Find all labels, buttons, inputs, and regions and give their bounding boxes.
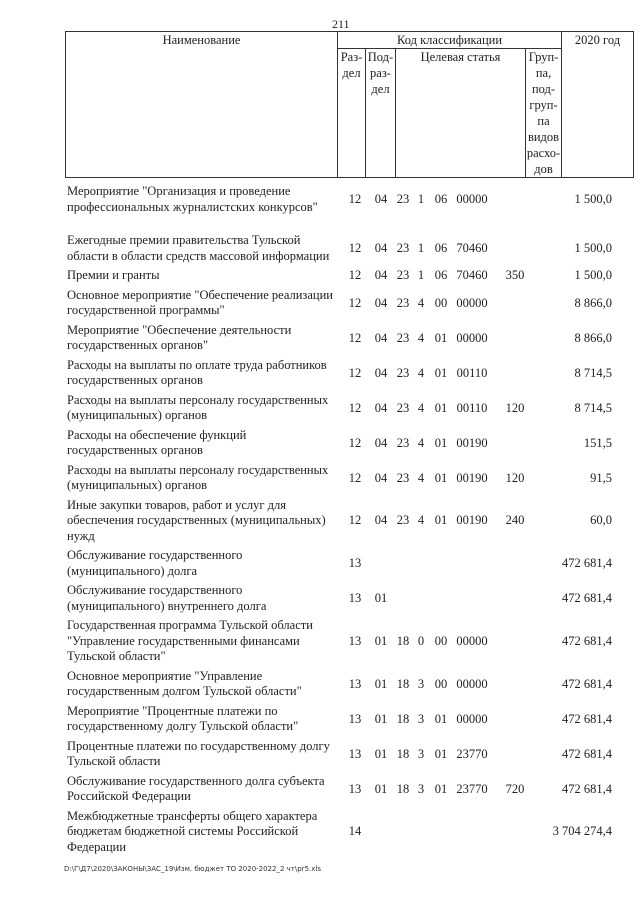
row-razdel: 13: [348, 591, 362, 605]
row-razdel: 13: [348, 633, 362, 648]
row-sum: 3 704 274,4: [552, 824, 612, 838]
row-code-a: 23: [396, 241, 410, 255]
row-code-c: 06: [434, 241, 448, 255]
row-podrazdel: 04: [374, 241, 388, 255]
table-row: [67, 323, 612, 354]
row-group: 120: [505, 470, 525, 485]
row-sum: 91,5: [590, 470, 612, 485]
row-code-d: 00000: [456, 330, 488, 345]
table-row: [67, 393, 612, 424]
row-code-b: 4: [417, 330, 425, 345]
row-code-a: 18: [396, 781, 410, 796]
header-gruppa: Груп-па, под-груп-па видов расхо-дов: [526, 50, 561, 176]
row-code-a: 23: [396, 330, 410, 345]
table-row: [67, 233, 612, 264]
table-row: [67, 704, 612, 735]
row-code-a: 18: [396, 633, 410, 648]
row-code-b: 4: [417, 400, 425, 415]
row-razdel: 14: [348, 824, 362, 838]
row-code-d: 00190: [456, 470, 488, 485]
row-sum: 1 500,0: [574, 241, 612, 255]
row-group: 720: [505, 781, 525, 796]
row-sum: 472 681,4: [562, 556, 612, 570]
row-sum: 472 681,4: [562, 591, 612, 605]
row-podrazdel: 04: [374, 295, 388, 310]
header-podrazdel: Под-раз-дел: [366, 49, 396, 178]
row-code-b: 4: [417, 365, 425, 380]
row-razdel: 13: [348, 746, 362, 761]
row-razdel: 12: [348, 241, 362, 255]
header-tselevaya: Целевая статья: [396, 49, 526, 178]
row-podrazdel: 04: [374, 268, 388, 282]
table-row: [67, 463, 612, 494]
row-podrazdel: 01: [374, 746, 388, 761]
row-podrazdel: 01: [374, 676, 388, 691]
row-razdel: 13: [348, 781, 362, 796]
row-name: Основное мероприятие "Обеспечение реализации государственной программы": [67, 287, 333, 317]
row-name: Обслуживание государственного (муниципального) внутреннего долга: [67, 583, 267, 613]
row-code-d: 00190: [456, 435, 488, 450]
row-code-a: 23: [396, 365, 410, 380]
row-podrazdel: 04: [374, 365, 388, 380]
table-row: [67, 358, 612, 389]
table-row: [67, 774, 612, 805]
row-podrazdel: 04: [374, 400, 388, 415]
row-code-b: 3: [417, 711, 425, 726]
row-sum: 8 866,0: [574, 330, 612, 345]
row-podrazdel: 01: [374, 591, 388, 605]
row-code-a: 23: [396, 470, 410, 485]
row-podrazdel: 01: [374, 711, 388, 726]
row-code-b: 0: [417, 633, 425, 648]
file-path-footer: D:\Г\Д7\2020\ЗАКОНЫ\ЗАС_19\Изм. бюджет ТО 2020-2022_2 чт\pr5.xls: [64, 865, 321, 873]
row-razdel: 13: [348, 676, 362, 691]
row-name: Обслуживание государственного (муниципального) долга: [67, 548, 243, 578]
table-row: [67, 288, 612, 319]
row-code-b: 4: [417, 295, 425, 310]
row-code-d: 00000: [456, 711, 488, 726]
row-code-d: 23770: [456, 746, 488, 761]
row-name: Мероприятие "Организация и проведение профессиональных журналистских конкурсов": [67, 184, 318, 214]
row-razdel: 12: [348, 330, 362, 345]
header-name: Наименование: [66, 32, 338, 178]
row-name: Ежегодные премии правительства Тульской области в области средств массовой информации: [67, 233, 330, 263]
row-name: Премии и гранты: [67, 268, 160, 282]
row-name: Расходы на выплаты персоналу государственных (муниципальных) органов: [67, 462, 329, 492]
row-code-b: 4: [417, 470, 425, 485]
row-code-c: 06: [434, 268, 448, 282]
page-number: 211: [332, 17, 350, 31]
row-code-a: 18: [396, 711, 410, 726]
row-code-b: 4: [417, 513, 425, 527]
row-code-b: 1: [417, 192, 425, 206]
row-code-a: 23: [396, 268, 410, 282]
row-code-d: 00000: [456, 676, 488, 691]
row-name: Расходы на выплаты персоналу государственных (муниципальных) органов: [67, 392, 329, 422]
row-code-c: 01: [434, 711, 448, 726]
row-name: Мероприятие "Обеспечение деятельности государственных органов": [67, 322, 292, 352]
table-body: [67, 184, 612, 855]
row-podrazdel: 04: [374, 435, 388, 450]
row-code-a: 23: [396, 435, 410, 450]
row-razdel: 12: [348, 295, 362, 310]
row-code-d: 70460: [456, 268, 488, 282]
row-group: 350: [505, 268, 525, 282]
row-sum: 472 681,4: [562, 711, 612, 726]
row-name: Иные закупки товаров, работ и услуг для обеспечения государственных (муниципальных) нужд: [67, 497, 326, 543]
row-name: Межбюджетные трансферты общего характера бюджетам бюджетной системы Российской Федерации: [67, 808, 318, 854]
table-row: [67, 739, 612, 770]
row-code-c: 00: [434, 295, 448, 310]
row-name: Обслуживание государственного долга субъекта Российской Федерации: [67, 773, 325, 803]
row-sum: 1 500,0: [574, 268, 612, 282]
row-podrazdel: 04: [374, 513, 388, 527]
row-name: Мероприятие "Процентные платежи по государственному долгу Тульской области": [67, 703, 299, 733]
row-code-c: 01: [434, 470, 448, 485]
row-code-b: 4: [417, 435, 425, 450]
row-code-c: 01: [434, 513, 448, 527]
row-sum: 151,5: [583, 435, 612, 450]
row-razdel: 12: [348, 400, 362, 415]
row-code-b: 3: [417, 676, 425, 691]
row-code-d: 00000: [456, 192, 488, 206]
row-razdel: 12: [348, 365, 362, 380]
row-code-b: 1: [417, 241, 425, 255]
row-group: 120: [505, 400, 525, 415]
row-code-c: 01: [434, 365, 448, 380]
row-name: Расходы на выплаты по оплате труда работников государственных органов: [67, 357, 327, 387]
row-code-a: 18: [396, 676, 410, 691]
row-code-d: 00110: [456, 400, 488, 415]
row-razdel: 12: [348, 513, 362, 527]
row-sum: 472 681,4: [562, 676, 612, 691]
row-code-c: 01: [434, 781, 448, 796]
row-sum: 472 681,4: [562, 633, 612, 648]
row-razdel: 12: [348, 470, 362, 485]
table-row: [67, 809, 612, 856]
row-code-d: 00000: [456, 633, 488, 648]
row-razdel: 13: [348, 556, 362, 570]
row-code-c: 01: [434, 330, 448, 345]
row-sum: 60,0: [590, 513, 612, 527]
row-code-c: 01: [434, 400, 448, 415]
table-row: [67, 669, 612, 700]
row-name: Государственная программа Тульской области "Управление государственными финансами Тульской области": [67, 618, 313, 663]
row-code-c: 01: [434, 435, 448, 450]
row-code-c: 00: [434, 676, 448, 691]
row-code-b: 3: [417, 781, 425, 796]
row-sum: 8 866,0: [574, 295, 612, 310]
row-podrazdel: 04: [374, 330, 388, 345]
table-row: [67, 618, 612, 665]
row-code-a: 23: [396, 295, 410, 310]
row-code-a: 23: [396, 513, 410, 527]
table-row: [67, 268, 612, 284]
row-code-c: 00: [434, 633, 448, 648]
row-code-c: 01: [434, 746, 448, 761]
row-razdel: 12: [348, 192, 362, 206]
table-row: [67, 583, 612, 614]
table-row: [67, 548, 612, 579]
row-sum: 1 500,0: [574, 192, 612, 206]
row-code-d: 00110: [456, 365, 488, 380]
table-header: [65, 31, 634, 178]
row-code-d: 70460: [456, 241, 488, 255]
header-year: 2020 год: [562, 32, 634, 178]
row-podrazdel: 01: [374, 781, 388, 796]
row-name: Процентные платежи по государственному долгу Тульской области: [67, 738, 330, 768]
row-code-d: 23770: [456, 781, 488, 796]
table-row: [67, 184, 612, 215]
row-sum: 472 681,4: [562, 746, 612, 761]
row-name: Основное мероприятие "Управление государственным долгом Тульской области": [67, 668, 302, 698]
row-code-d: 00000: [456, 295, 488, 310]
row-razdel: 12: [348, 268, 362, 282]
row-code-b: 1: [417, 268, 425, 282]
header-razdel: Раз-дел: [338, 49, 366, 178]
row-code-d: 00190: [456, 513, 488, 527]
row-razdel: 12: [348, 435, 362, 450]
row-code-a: 23: [396, 192, 410, 206]
row-podrazdel: 04: [374, 192, 388, 206]
table-row: [67, 498, 612, 545]
row-razdel: 13: [348, 711, 362, 726]
row-podrazdel: 04: [374, 470, 388, 485]
row-name: Расходы на обеспечение функций государственных органов: [67, 427, 247, 457]
row-code-a: 23: [396, 400, 410, 415]
row-podrazdel: 01: [374, 633, 388, 648]
row-sum: 472 681,4: [562, 781, 612, 796]
row-code-c: 06: [434, 192, 448, 206]
row-group: 240: [505, 513, 525, 527]
row-sum: 8 714,5: [574, 400, 612, 415]
row-sum: 8 714,5: [574, 365, 612, 380]
row-code-b: 3: [417, 746, 425, 761]
row-code-a: 18: [396, 746, 410, 761]
header-code: Код классификации: [338, 32, 562, 49]
table-row: [67, 428, 612, 459]
